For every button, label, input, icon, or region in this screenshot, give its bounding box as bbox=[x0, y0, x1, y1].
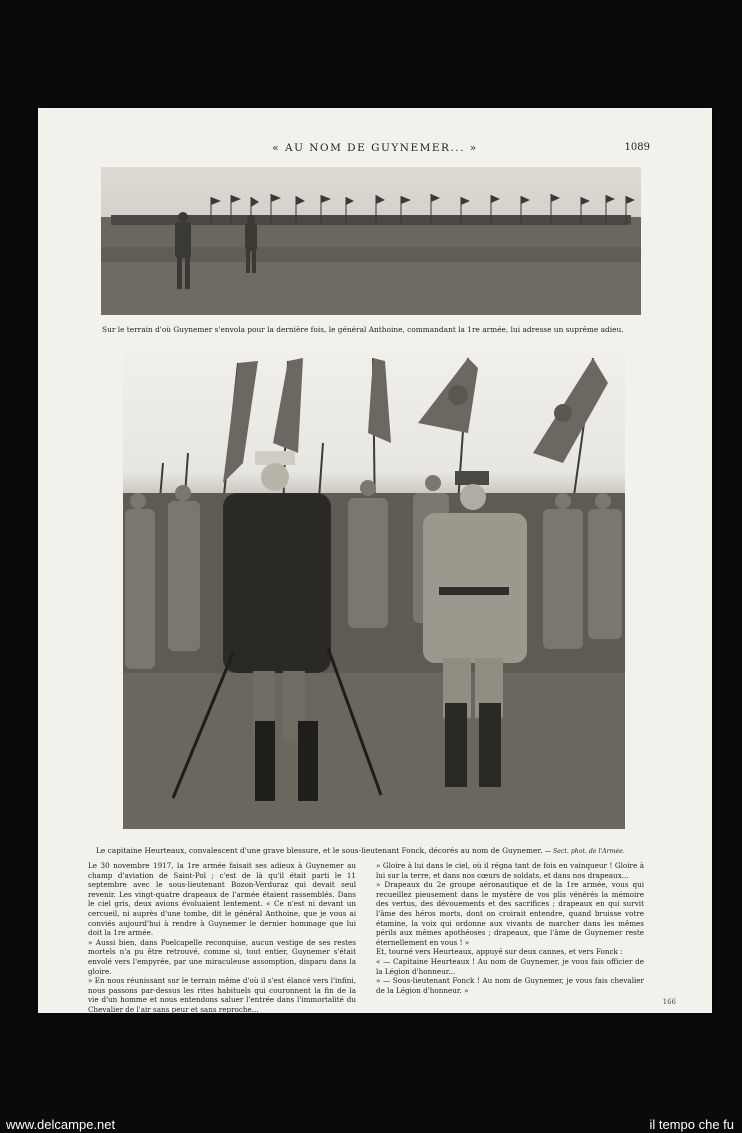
main-caption-text: Le capitaine Heurteaux, convalescent d'une grave blessure, et le sous-lieutenant Fonck, décorés au nom de Guynemer. bbox=[96, 846, 543, 855]
article-right-column bbox=[376, 861, 644, 995]
page-header-title: « AU NOM DE GUYNEMER... » bbox=[272, 142, 478, 154]
article-paragraph: » — Sous-lieutenant Fonck ! Au nom de Guynemer, je vous fais chevalier de la Légion d'honneur. » bbox=[376, 976, 644, 995]
article-paragraph: » En nous réunissant sur le terrain même d'où il s'est élancé vers l'infini, nous passons par-dessus les rites habituels qui couronnent la fin de la vie d'un homme et nous entendons saluer l'entrée dans l'immortalité du Chevalier de l'air sans peur et sans reproche... bbox=[88, 976, 356, 1014]
page-number-bottom: 166 bbox=[662, 998, 676, 1006]
article-paragraph: Le 30 novembre 1917, la 1re armée faisait ses adieux à Guynemer au champ d'aviation de Saint-Pol ; c'est de là qu'il était parti le 11 septembre avec le sous-lieutenant Bozon-Verduraz qui devait seul revenir. Les vingt-quatre drapeaux de l'armée étaient rassemblés. Dans le ciel gris, deux avions évoluaient lentement. « Ce n'est ni devant un cercueil, ni auprès d'une tombe, dit le général Anthoine, que je vous ai conviés aujourd'hui à rendre à Guynemer le dernier hommage que lui doit la 1re armée. bbox=[88, 861, 356, 938]
watermark-right: il tempo che fu bbox=[649, 1117, 734, 1132]
decoration-photo bbox=[123, 353, 625, 829]
ceremony-photo bbox=[101, 167, 641, 315]
main-photo-caption bbox=[96, 846, 625, 855]
article-paragraph: « — Capitaine Heurteaux ! Au nom de Guynemer, je vous fais officier de la Légion d'honneur... bbox=[376, 956, 644, 976]
article-paragraph: » Gloire à lui dans le ciel, où il régna tant de fois en vainqueur ! Gloire à lui sur la terre, et dans nos cœurs de soldats, et dans nos drapeaux... bbox=[376, 861, 644, 880]
photo-credit: — Sect. phot. de l'Armée. bbox=[544, 848, 625, 855]
magazine-page bbox=[38, 108, 712, 1013]
article-left-column bbox=[88, 861, 356, 1015]
watermark-left: www.delcampe.net bbox=[6, 1117, 116, 1132]
article-paragraph: Et, tourné vers Heurteaux, appuyé sur deux cannes, et vers Fonck : bbox=[376, 947, 623, 957]
article-paragraph: » Aussi bien, dans Poelcapelle reconquise, aucun vestige de ses restes mortels n'a pu être retrouvé, comme si, tout entier, Guynemer s'était envolé vers l'empyrée, par une miraculeuse assomption, disparu dans la gloire. bbox=[88, 937, 356, 976]
top-photo-caption: Sur le terrain d'où Guynemer s'envola pour la dernière fois, le général Anthoine, commandant la 1re armée, lui adresse un suprême adieu. bbox=[102, 325, 624, 334]
page-number-top: 1089 bbox=[624, 142, 650, 153]
article-paragraph: » Drapeaux du 2e groupe aéronautique et de la 1re armée, vous qui recueillez pieusement dans le mystère de vos plis vénérés la mémoire des vertus, des dévouements et des sacrifices ; drapeaux en qui survit l'âme des héros morts, dont on croirait entendre, quand bruisse votre étamine, la voix qui ordonne aux vivants de marcher dans les mêmes périls aux mêmes apothéoses ; drapeaux, que l'âme de Guynemer reste éternellement en vous ! » bbox=[376, 880, 644, 947]
